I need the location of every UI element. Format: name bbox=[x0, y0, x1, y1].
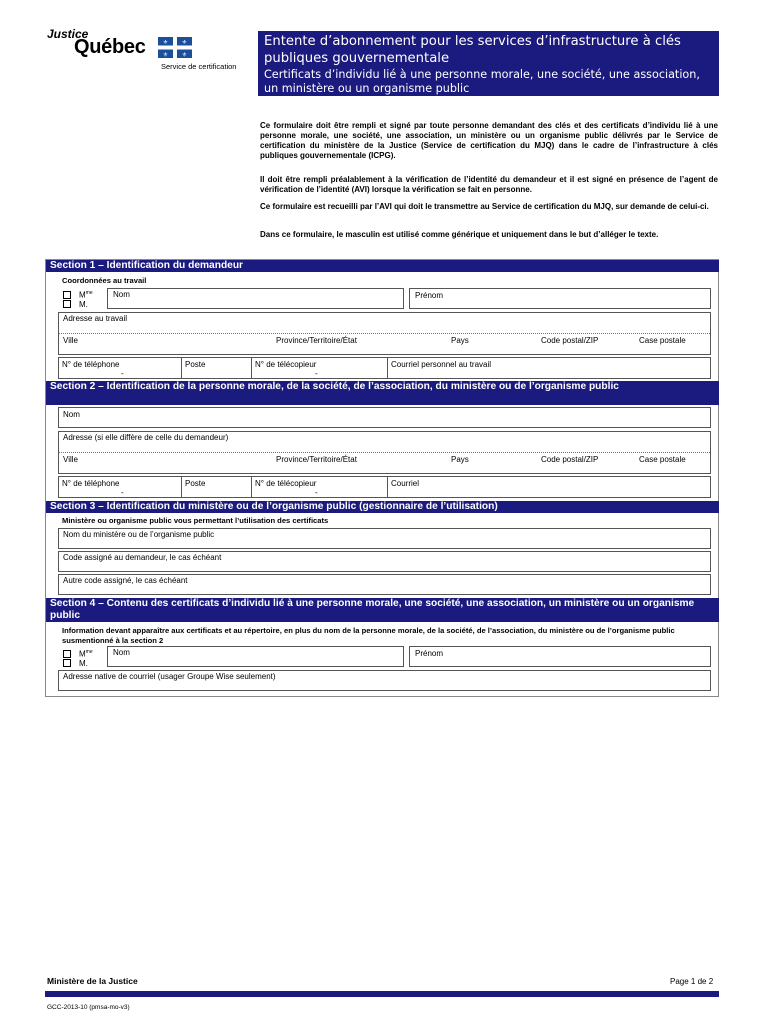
s2-nom-field[interactable] bbox=[58, 407, 711, 428]
logo-quebec-text: Québec bbox=[74, 36, 146, 58]
s2-code-label: Code postal/ZIP bbox=[541, 455, 599, 464]
svg-text:⚜: ⚜ bbox=[162, 51, 169, 58]
footer-page-number: Page 1 de 2 bbox=[670, 977, 714, 986]
checkbox-m[interactable] bbox=[63, 300, 71, 308]
intro-paragraph-3: Ce formulaire est recueilli par l’AVI qui doit le transmettre au Service de certification du MJQ, sur demande de celui-ci. bbox=[260, 202, 709, 211]
svg-text:⚜: ⚜ bbox=[181, 39, 188, 46]
label-mme: $M^{me}$ bbox=[79, 290, 93, 300]
s2-ville-label: Ville bbox=[63, 455, 78, 464]
svg-text:⚜: ⚜ bbox=[181, 51, 188, 58]
s1-tel-dash: - bbox=[121, 369, 124, 378]
s2-adresse-label: Adresse (si elle diffère de celle du demandeur) bbox=[63, 433, 229, 442]
s1-adresse-label: Adresse au travail bbox=[63, 314, 128, 323]
s3-code-label: Code assigné au demandeur, le cas échéant bbox=[63, 553, 222, 562]
intro-paragraph-2: Il doit être rempli préalablement à la vérification de l’identité du demandeur et il est signé en présence de l’agent de vérification de l’identité (AVI) lorsque la vérification se fait en personne. bbox=[260, 175, 718, 194]
section-2-header: Section 2 – Identification de la personne morale, de la société, de l’association, du ministère ou de l’organisme public bbox=[46, 381, 719, 405]
footer-ministere: Ministère de la Justice bbox=[47, 976, 138, 986]
s4-checkbox-mme[interactable] bbox=[63, 650, 71, 658]
s4-checkbox-m[interactable] bbox=[63, 659, 71, 667]
s2-contact-row bbox=[58, 476, 711, 498]
s1-telecop-dash: - bbox=[315, 369, 318, 378]
s4-courriel-label: Adresse native de courriel (usager Groupe Wise seulement) bbox=[63, 672, 276, 681]
s1-code-label: Code postal/ZIP bbox=[541, 336, 599, 345]
s3-autre-code-label: Autre code assigné, le cas échéant bbox=[63, 576, 188, 585]
s1-nom-label: Nom bbox=[113, 290, 130, 299]
section-3-header: Section 3 – Identification du ministère ou de l’organisme public (gestionnaire de l’utilisation) bbox=[46, 501, 719, 513]
s1-case-label: Case postale bbox=[639, 336, 686, 345]
s2-case-label: Case postale bbox=[639, 455, 686, 464]
s2-tel-label: N° de téléphone bbox=[62, 479, 120, 488]
s1-poste-label: Poste bbox=[185, 360, 206, 369]
section-1-header: Section 1 – Identification du demandeur bbox=[46, 260, 719, 272]
page-title: Entente d’abonnement pour les services d’infrastructure à clés publiques gouvernementale bbox=[264, 34, 681, 66]
s4-label-mme: $M^{me}$ bbox=[79, 649, 93, 659]
footer-form-code: GCC-2013-10 (pmsa-mo-v3) bbox=[47, 1004, 130, 1011]
s2-province-label: Province/Territoire/État bbox=[276, 455, 357, 464]
s1-courriel-label: Courriel personnel au travail bbox=[391, 360, 492, 369]
s1-contact-row bbox=[58, 357, 711, 379]
logo-justice-text: Justice bbox=[47, 27, 89, 41]
s2-pays-label: Pays bbox=[451, 455, 469, 464]
s1-province-label: Province/Territoire/État bbox=[276, 336, 357, 345]
s2-tel-dash: - bbox=[121, 488, 124, 497]
svg-text:⚜: ⚜ bbox=[162, 39, 169, 46]
s1-telecop-label: N° de télécopieur bbox=[255, 360, 317, 369]
page-subtitle: Certificats d’individu lié à une personne morale, une société, une association, un ministère ou un organisme public bbox=[264, 68, 700, 95]
section-4-subtitle: Information devant apparaître aux certificats et au répertoire, en plus du nom de la personne morale, de la société, de l’association, du ministère ou de l’organisme public susmentionné à la section 2 bbox=[62, 626, 675, 645]
s1-prenom-field[interactable] bbox=[409, 288, 711, 309]
title-box bbox=[258, 31, 719, 96]
s2-telecop-label: N° de télécopieur bbox=[255, 479, 317, 488]
s1-prenom-label: Prénom bbox=[415, 291, 444, 300]
s1-nom-field[interactable] bbox=[107, 288, 404, 309]
footer-bar bbox=[45, 991, 719, 997]
logo-service-text: Service de certification bbox=[161, 62, 237, 71]
s1-pays-label: Pays bbox=[451, 336, 469, 345]
s3-autre-code-field[interactable] bbox=[58, 574, 711, 595]
s2-adresse-block bbox=[58, 431, 711, 474]
s2-telecop-dash: - bbox=[315, 488, 318, 497]
section-4-header: Section 4 – Contenu des certificats d’individu lié à une personne morale, une société, une association, un ministère ou un organisme public bbox=[46, 598, 719, 622]
section-1-subtitle: Coordonnées au travail bbox=[62, 276, 147, 285]
s4-courriel-field[interactable] bbox=[58, 670, 711, 691]
s2-nom-label: Nom bbox=[63, 410, 80, 419]
s3-nom-ministere-label: Nom du ministère ou de l’organisme public bbox=[63, 530, 215, 539]
checkbox-mme[interactable] bbox=[63, 291, 71, 299]
quebec-flag-icon bbox=[158, 37, 192, 58]
intro-paragraph-4: Dans ce formulaire, le masculin est utilisé comme générique et uniquement dans le but d’alléger le texte. bbox=[260, 230, 659, 239]
section-3-subtitle: Ministère ou organisme public vous permettant l’utilisation des certificats bbox=[62, 516, 329, 525]
intro-paragraph-1: Ce formulaire doit être rempli et signé par toute personne demandant des clés et des certificats d’individu lié à une personne morale, une société, une association, un ministère ou un organisme public délivrés par le Service de certification du ministère de la Justice (Service de certification du MJQ) dans le cadre de l’infrastructure à clés publiques gouvernementale (ICPG). bbox=[260, 121, 718, 160]
s1-adresse-block bbox=[58, 312, 711, 355]
s4-prenom-field[interactable] bbox=[409, 646, 711, 667]
s3-nom-ministere-field[interactable] bbox=[58, 528, 711, 549]
s1-tel-label: N° de téléphone bbox=[62, 360, 120, 369]
s2-courriel-label: Courriel bbox=[391, 479, 420, 488]
s1-ville-label: Ville bbox=[63, 336, 78, 345]
s2-poste-label: Poste bbox=[185, 479, 206, 488]
label-m: M. bbox=[79, 300, 88, 309]
s4-nom-label: Nom bbox=[113, 648, 130, 657]
s3-code-field[interactable] bbox=[58, 551, 711, 572]
s4-nom-field[interactable] bbox=[107, 646, 404, 667]
s4-label-m: M. bbox=[79, 659, 88, 668]
s4-prenom-label: Prénom bbox=[415, 649, 444, 658]
